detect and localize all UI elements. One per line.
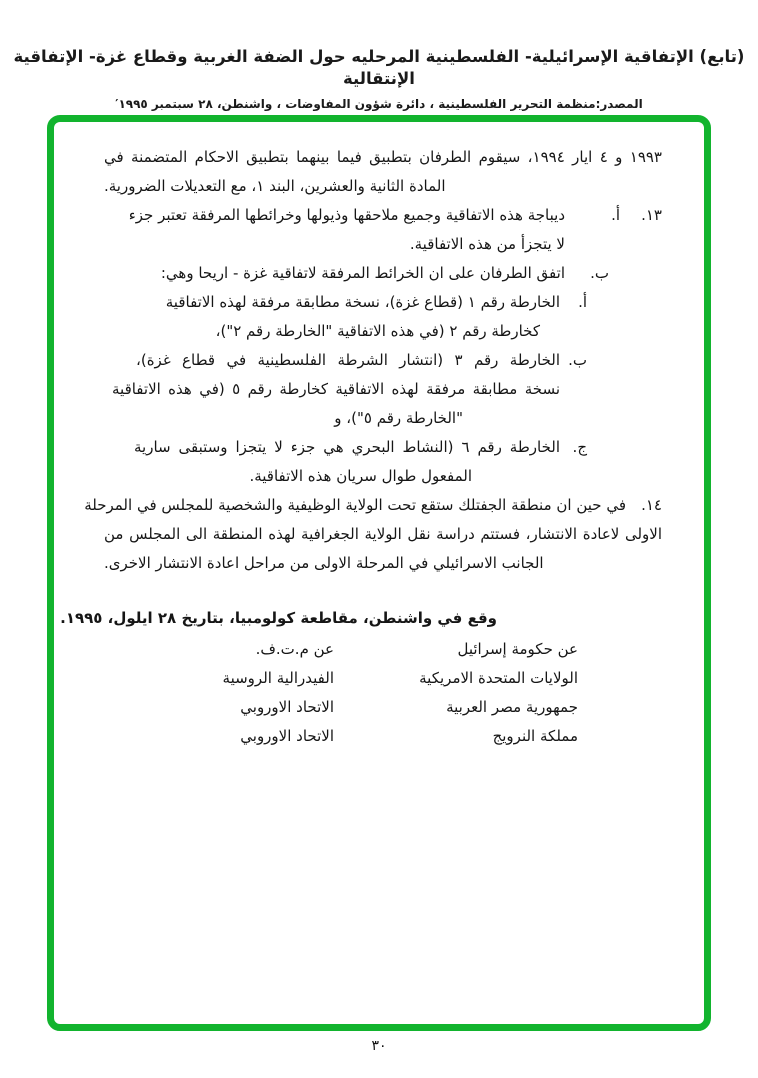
signature-row	[104, 635, 662, 664]
witness-egypt: جمهورية مصر العربية	[446, 698, 578, 716]
page-number: ٣٠	[371, 1038, 387, 1054]
signature-block	[104, 635, 662, 751]
item13-suba-marker: أ.	[611, 206, 620, 224]
document-source: المصدر:منظمة التحرير الفلسطينية ، دائرة شؤون المفاوضات ، واشنطن، ٢٨ سبتمبر ١٩٩٥′	[115, 97, 643, 111]
map3-marker: ج.	[572, 438, 587, 456]
item13-subb-marker: ب.	[590, 264, 609, 282]
para12-line1: ١٩٩٣ و ٤ ايار ١٩٩٤، سيقوم الطرفان بتطبيق فيما بينهما بتطبيق الاحكام المتضمنة في	[104, 148, 662, 166]
signatory-plo: عن م.ت.ف.	[255, 640, 334, 658]
signature-row	[104, 664, 662, 693]
witness-usa: الولايات المتحدة الامريكية	[419, 669, 578, 687]
item13-suba-line2: لا يتجزأ من هذه الاتفاقية.	[409, 235, 565, 253]
page-header	[0, 46, 758, 111]
item14-number: ١٤.	[641, 496, 662, 514]
map2-line3: "الخارطة رقم ٥")، و	[334, 409, 463, 427]
map3-line2: المفعول طوال سريان هذه الاتفاقية.	[249, 467, 472, 485]
document-body	[54, 122, 704, 1024]
signatory-israel: عن حكومة إسرائيل	[457, 640, 578, 658]
item13-number: ١٣.	[641, 206, 662, 224]
map3-line1: ج. الخارطة رقم ٦ (النشاط البحري هي جزء لا يتجزا وستبقى سارية	[104, 433, 662, 462]
signature-row	[104, 722, 662, 751]
item14-line1: ١٤. في حين ان منطقة الجفتلك ستقع تحت الولاية الوظيفية والشخصية للمجلس في المرحلة	[104, 491, 662, 520]
map1-line2: كخارطة رقم ٢ (في هذه الاتفاقية "الخارطة رقم ٢")،	[215, 322, 540, 340]
para12-line2: المادة الثانية والعشرين، البند ١، مع التعديلات الضرورية.	[104, 177, 446, 195]
signed-at-line: وقع في واشنطن، مقاطعة كولومبيا، بتاريخ ٢٨ ايلول، ١٩٩٥.	[60, 609, 497, 627]
witness-eu-2: الاتحاد الاوروبي	[240, 727, 334, 745]
item13-subb-intro: ب. اتفق الطرفان على ان الخرائط المرفقة لاتفاقية غزة - اريحا وهي:	[104, 259, 662, 288]
map1-marker: أ.	[578, 293, 587, 311]
map1-line1: أ. الخارطة رقم ١ (قطاع غزة)، نسخة مطابقة مرفقة لهذه الاتفاقية	[104, 288, 662, 317]
witness-norway: مملكة النرويج	[492, 727, 578, 745]
green-frame	[47, 115, 711, 1031]
witness-eu-1: الاتحاد الاوروبي	[240, 698, 334, 716]
signature-row	[104, 693, 662, 722]
item14-line3: الجانب الاسرائيلي في المرحلة الاولى من مراحل اعادة الانتشار الاخرى.	[104, 554, 544, 572]
map2-line1: ب. الخارطة رقم ٣ (انتشار الشرطة الفلسطينية في قطاع غزة)،	[104, 346, 662, 375]
item13-suba-line1: ١٣. أ. ديباجة هذه الاتفاقية وجميع ملاحقها وذيولها وخرائطها المرفقة تعتبر جزء	[104, 201, 662, 230]
item14-line2: الاولى لاعادة الانتشار، فستتم دراسة نقل الولاية الجغرافية لهذه المنطقة الى المجلس من	[104, 525, 662, 543]
map2-marker: ب.	[568, 351, 587, 369]
witness-russia: الفيدرالية الروسية	[222, 669, 334, 687]
map2-line2: نسخة مطابقة مرفقة لهذه الاتفاقية كخارطة رقم ٥ (في هذه الاتفاقية	[112, 380, 561, 398]
document-title: (تابع) الإتفاقية الإسرائيلية- الفلسطينية المرحليه حول الضفة الغربية وقطاع غزة- الإتفاقية الإنتقالية	[13, 47, 745, 88]
